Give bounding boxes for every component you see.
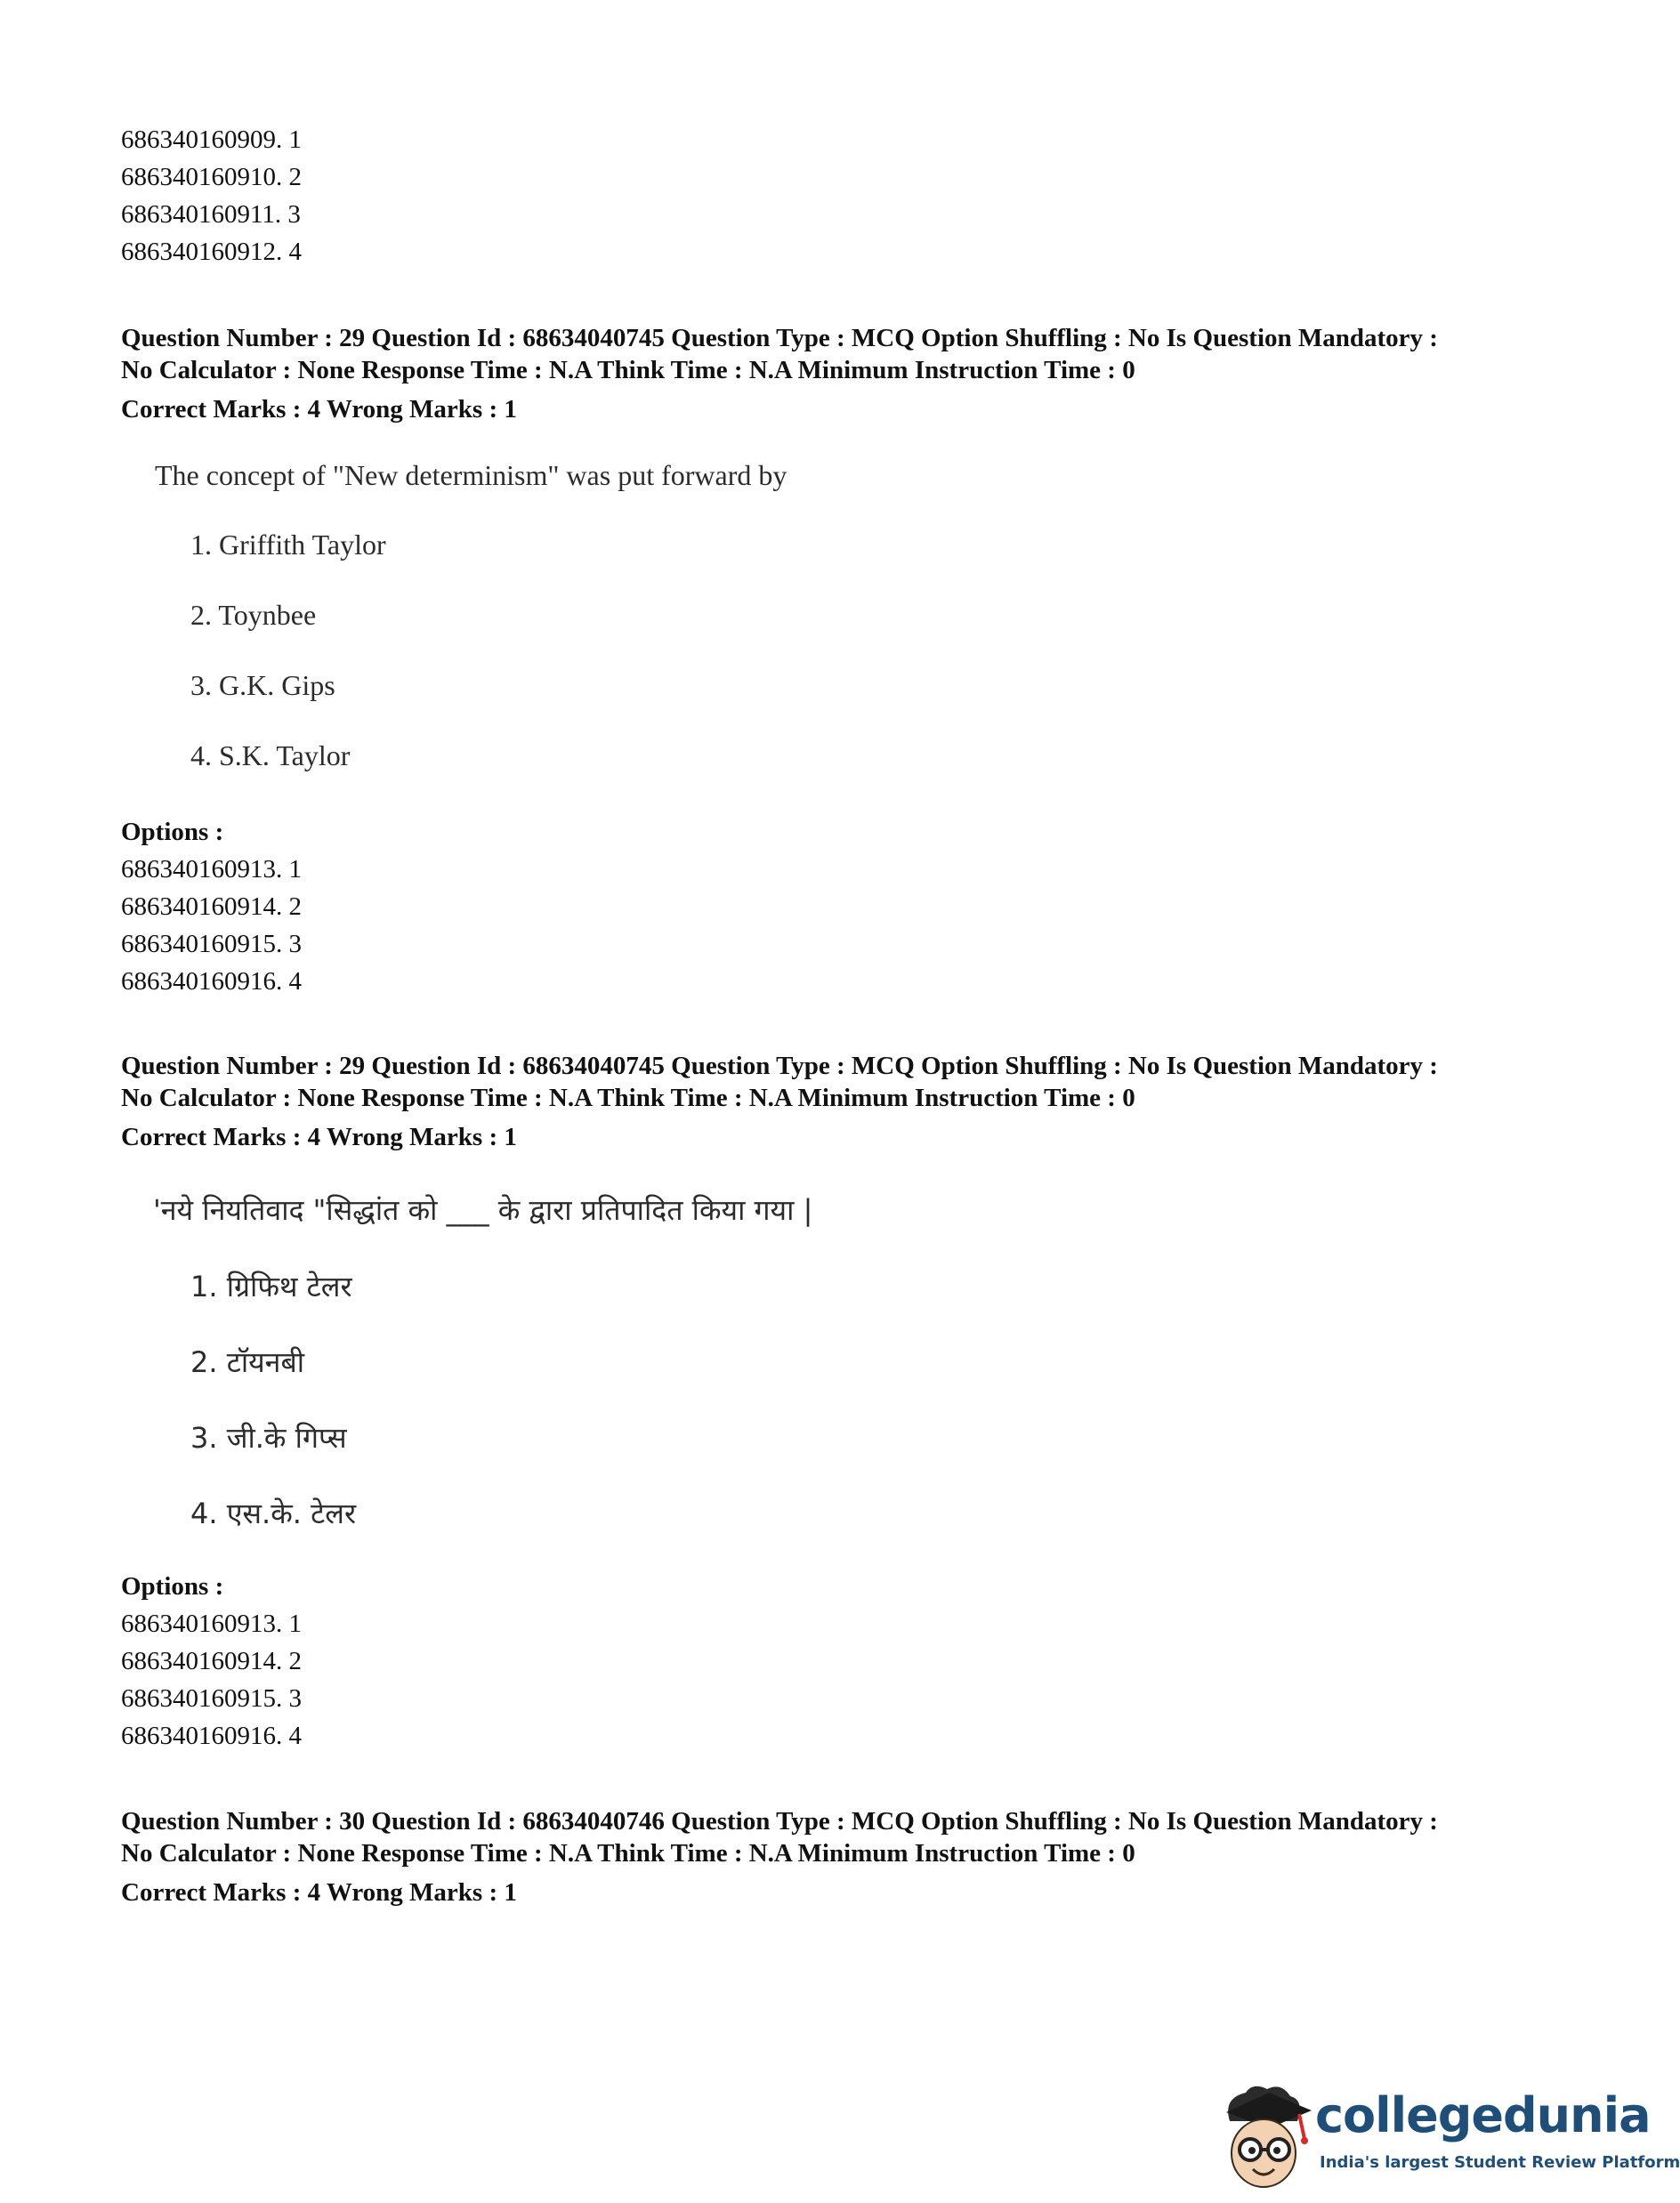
question-header [121, 1805, 1438, 1869]
option-item: 686340160916. 4 [121, 967, 302, 996]
option-item: 686340160914. 2 [121, 1647, 302, 1675]
question-choice: 2. Toynbee [190, 599, 317, 631]
option-item: 686340160913. 1 [121, 855, 302, 884]
option-item: 686340160910. 2 [121, 163, 302, 191]
question-choice: 4. एस.के. टेलर [190, 1497, 357, 1530]
option-item: 686340160916. 4 [121, 1722, 302, 1750]
option-item: 686340160915. 3 [121, 1684, 302, 1713]
question-header-line: Question Number : 30 Question Id : 68634040746 Question Type : MCQ Option Shuffling : No Is Question Mandatory : [121, 1807, 1438, 1836]
logo [1210, 2080, 1317, 2196]
question-choice: 2. टॉयनबी [190, 1345, 304, 1379]
option-item: 686340160909. 1 [121, 125, 302, 154]
question-header-line: No Calculator : None Response Time : N.A Think Time : N.A Minimum Instruction Time : 0 [121, 356, 1135, 384]
option-item: 686340160914. 2 [121, 892, 302, 921]
question-choice: 3. G.K. Gips [190, 669, 335, 701]
question-text: The concept of "New determinism" was put forward by [155, 459, 788, 491]
question-header-line: Question Number : 29 Question Id : 68634040745 Question Type : MCQ Option Shuffling : No Is Question Mandatory : [121, 1052, 1438, 1080]
options-label: Options : [121, 818, 224, 846]
logo-tagline: India's largest Student Review Platform [1320, 2153, 1680, 2172]
question-header-line: Question Number : 29 Question Id : 68634040745 Question Type : MCQ Option Shuffling : No Is Question Mandatory : [121, 324, 1438, 352]
question-header [121, 322, 1438, 386]
question-header-line: No Calculator : None Response Time : N.A Think Time : N.A Minimum Instruction Time : 0 [121, 1084, 1135, 1112]
question-choice: 1. ग्रिफिथ टेलर [190, 1270, 352, 1303]
question-text: 'नये नियतिवाद "सिद्धांत को ___ के द्वारा प्रतिपादित किया गया | [153, 1193, 813, 1227]
option-item: 686340160911. 3 [121, 200, 301, 229]
options-label: Options : [121, 1572, 224, 1601]
question-header [121, 1050, 1438, 1114]
question-choice: 3. जी.के गिप्स [190, 1421, 347, 1455]
question-choice: 4. S.K. Taylor [190, 739, 351, 771]
option-item: 686340160913. 1 [121, 1610, 302, 1638]
question-marks: Correct Marks : 4 Wrong Marks : 1 [121, 395, 517, 424]
option-item: 686340160912. 4 [121, 238, 302, 266]
option-list [121, 851, 302, 1000]
question-marks: Correct Marks : 4 Wrong Marks : 1 [121, 1123, 517, 1151]
student-mascot-icon [1210, 2080, 1317, 2196]
option-item: 686340160915. 3 [121, 930, 302, 958]
logo-wordmark: collegedunia [1315, 2087, 1651, 2143]
question-marks: Correct Marks : 4 Wrong Marks : 1 [121, 1878, 517, 1907]
option-list [121, 121, 302, 270]
question-choice: 1. Griffith Taylor [190, 529, 386, 561]
option-list [121, 1605, 302, 1755]
question-header-line: No Calculator : None Response Time : N.A Think Time : N.A Minimum Instruction Time : 0 [121, 1839, 1135, 1868]
